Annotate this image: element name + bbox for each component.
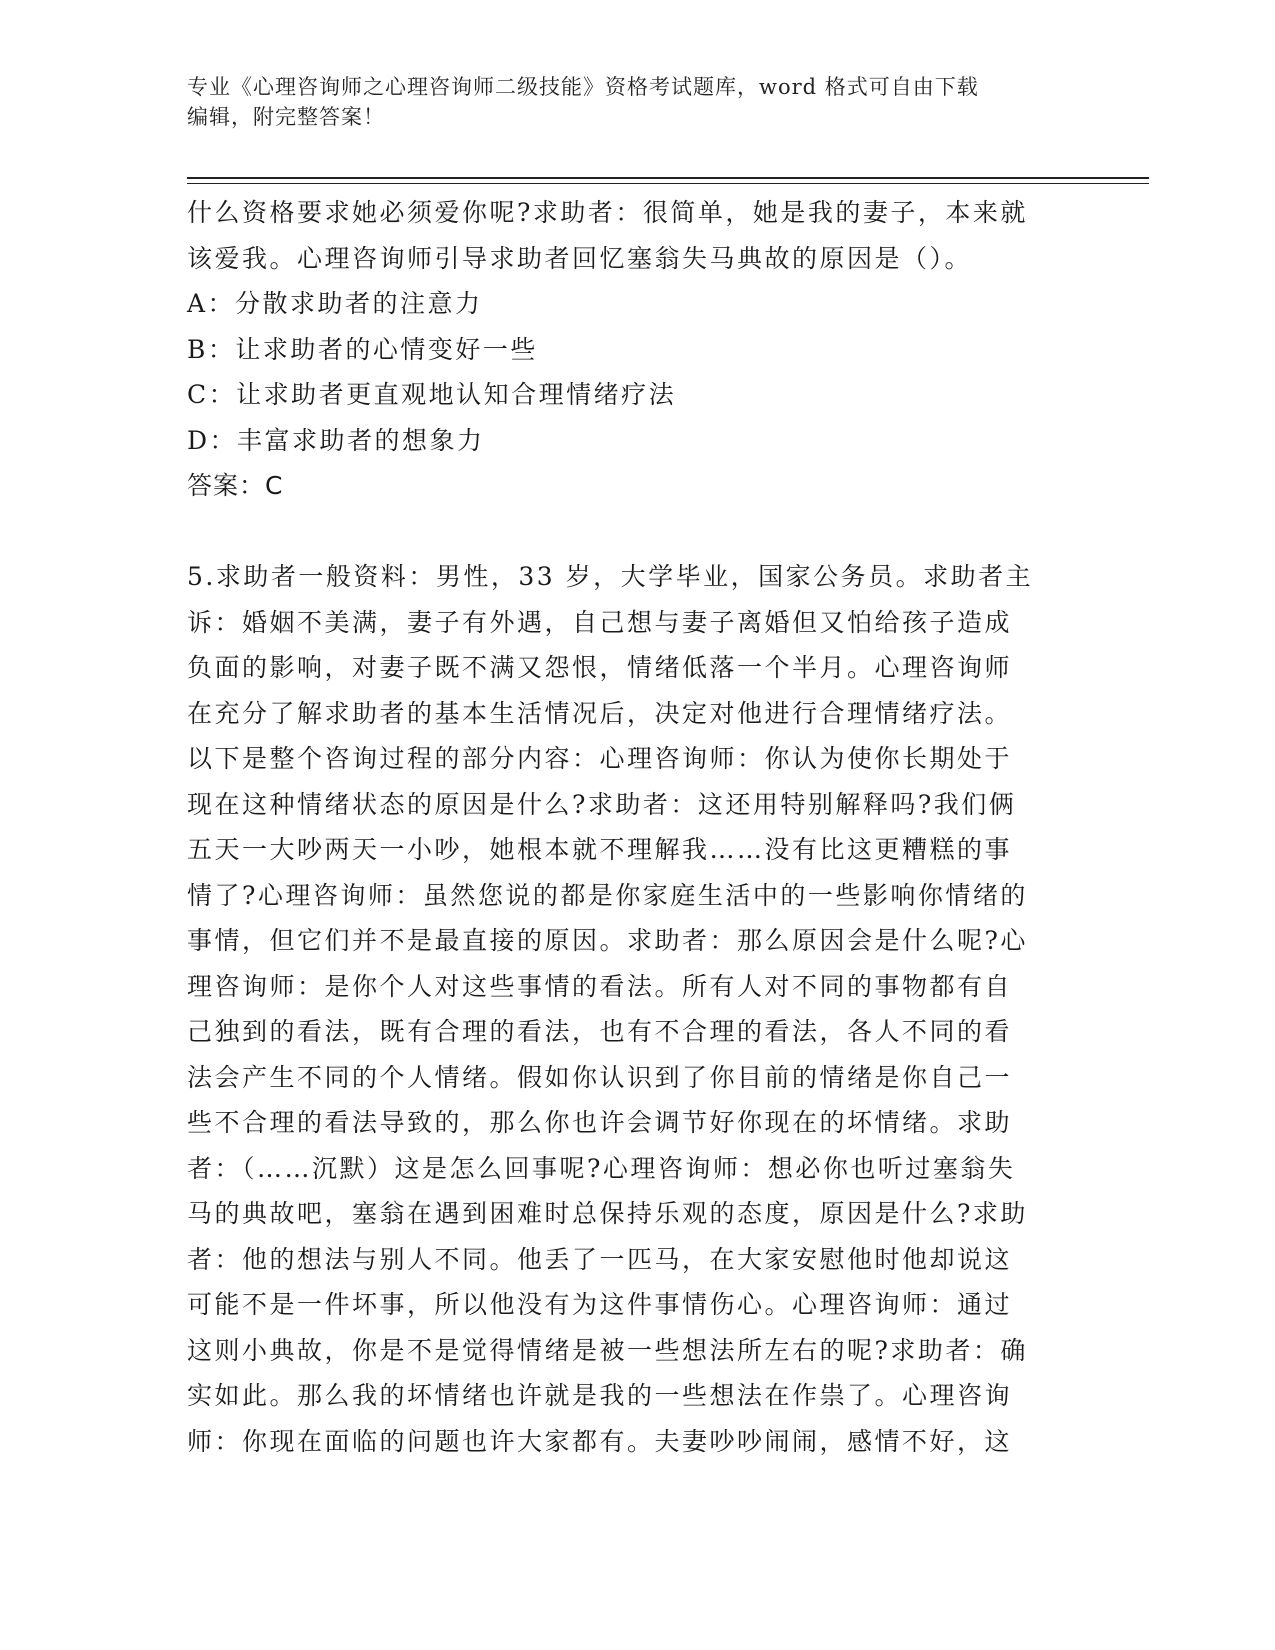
question-5-line: 诉：婚姻不美满，妻子有外遇，自己想与妻子离婚但又怕给孩子造成: [187, 607, 1013, 637]
question-5-line: 在充分了解求助者的基本生活情况后，决定对他进行合理情绪疗法。: [187, 698, 1013, 728]
question-5-line: 理咨询师：是你个人对这些事情的看法。所有人对不同的事物都有自: [187, 971, 1013, 1001]
question-5-line: 实如此。那么我的坏情绪也许就是我的一些想法在作祟了。心理咨询: [187, 1381, 1013, 1410]
header-line-2: 编辑，附完整答案！: [187, 105, 385, 129]
question-4-option-c: C：让求助者更直观地认知合理情绪疗法: [187, 380, 677, 409]
question-5-line: 师：你现在面临的问题也许大家都有。夫妻吵吵闹闹，感情不好，这: [187, 1426, 1013, 1456]
question-5-line: 这则小典故，你是不是觉得情绪是被一些想法所左右的呢?求助者：确: [187, 1335, 1028, 1365]
question-4-option-d: D：丰富求助者的想象力: [187, 425, 485, 455]
question-4-option-b: B：让求助者的心情变好一些: [187, 334, 538, 364]
question-5-line: 可能不是一件坏事，所以他没有为这件事情伤心。心理咨询师：通过: [187, 1290, 1013, 1319]
question-5-line: 事情，但它们并不是最直接的原因。求助者：那么原因会是什么呢?心: [187, 926, 1028, 955]
question-5-body: [187, 554, 1067, 1464]
question-5-line: 马的典故吧，塞翁在遇到困难时总保持乐观的态度，原因是什么?求助: [187, 1199, 1028, 1228]
question-5-line: 五天一大吵两天一小吵，她根本就不理解我……没有比这更糟糕的事: [187, 835, 1013, 864]
header-divider-thick: [187, 177, 1149, 179]
question-5-line: 5.求助者一般资料：男性，33 岁，大学毕业，国家公务员。求助者主: [187, 562, 1034, 591]
question-5-line: 者：他的想法与别人不同。他丢了一匹马，在大家安慰他时他却说这: [187, 1244, 1013, 1274]
question-4-stem-line-2: 该爱我。心理咨询师引导求助者回忆塞翁失马典故的原因是（）。: [187, 243, 973, 273]
question-4-answer: 答案：C: [187, 471, 284, 500]
header-line-1: 专业《心理咨询师之心理咨询师二级技能》资格考试题库，word 格式可自由下载: [187, 75, 979, 99]
question-5-line: 些不合理的看法导致的，那么你也许会调节好你现在的坏情绪。求助: [187, 1108, 1013, 1137]
question-5-line: 负面的影响，对妻子既不满又怨恨，情绪低落一个半月。心理咨询师: [187, 653, 1013, 682]
header-divider-thin: [187, 183, 1149, 184]
question-4-stem-line-1: 什么资格要求她必须爱你呢?求助者：很简单，她是我的妻子，本来就: [187, 198, 1028, 227]
question-4-option-a: A：分散求助者的注意力: [187, 289, 483, 318]
document-header: [187, 72, 1067, 132]
question-5-line: 法会产生不同的个人情绪。假如你认识到了你目前的情绪是你自己一: [187, 1062, 1013, 1092]
question-5-line: 现在这种情绪状态的原因是什么?求助者：这还用特别解释吗?我们俩: [187, 789, 1017, 819]
question-5-line: 者：（……沉默）这是怎么回事呢?心理咨询师：想必你也听过塞翁失: [187, 1153, 1016, 1183]
question-5-line: 情了?心理咨询师：虽然您说的都是你家庭生活中的一些影响你情绪的: [187, 880, 1028, 910]
document-body: [187, 190, 1067, 1464]
question-5-line: 以下是整个咨询过程的部分内容：心理咨询师：你认为使你长期处于: [187, 744, 1013, 773]
paragraph-gap: [187, 509, 1067, 555]
question-5-line: 己独到的看法，既有合理的看法，也有不合理的看法，各人不同的看: [187, 1017, 1013, 1046]
